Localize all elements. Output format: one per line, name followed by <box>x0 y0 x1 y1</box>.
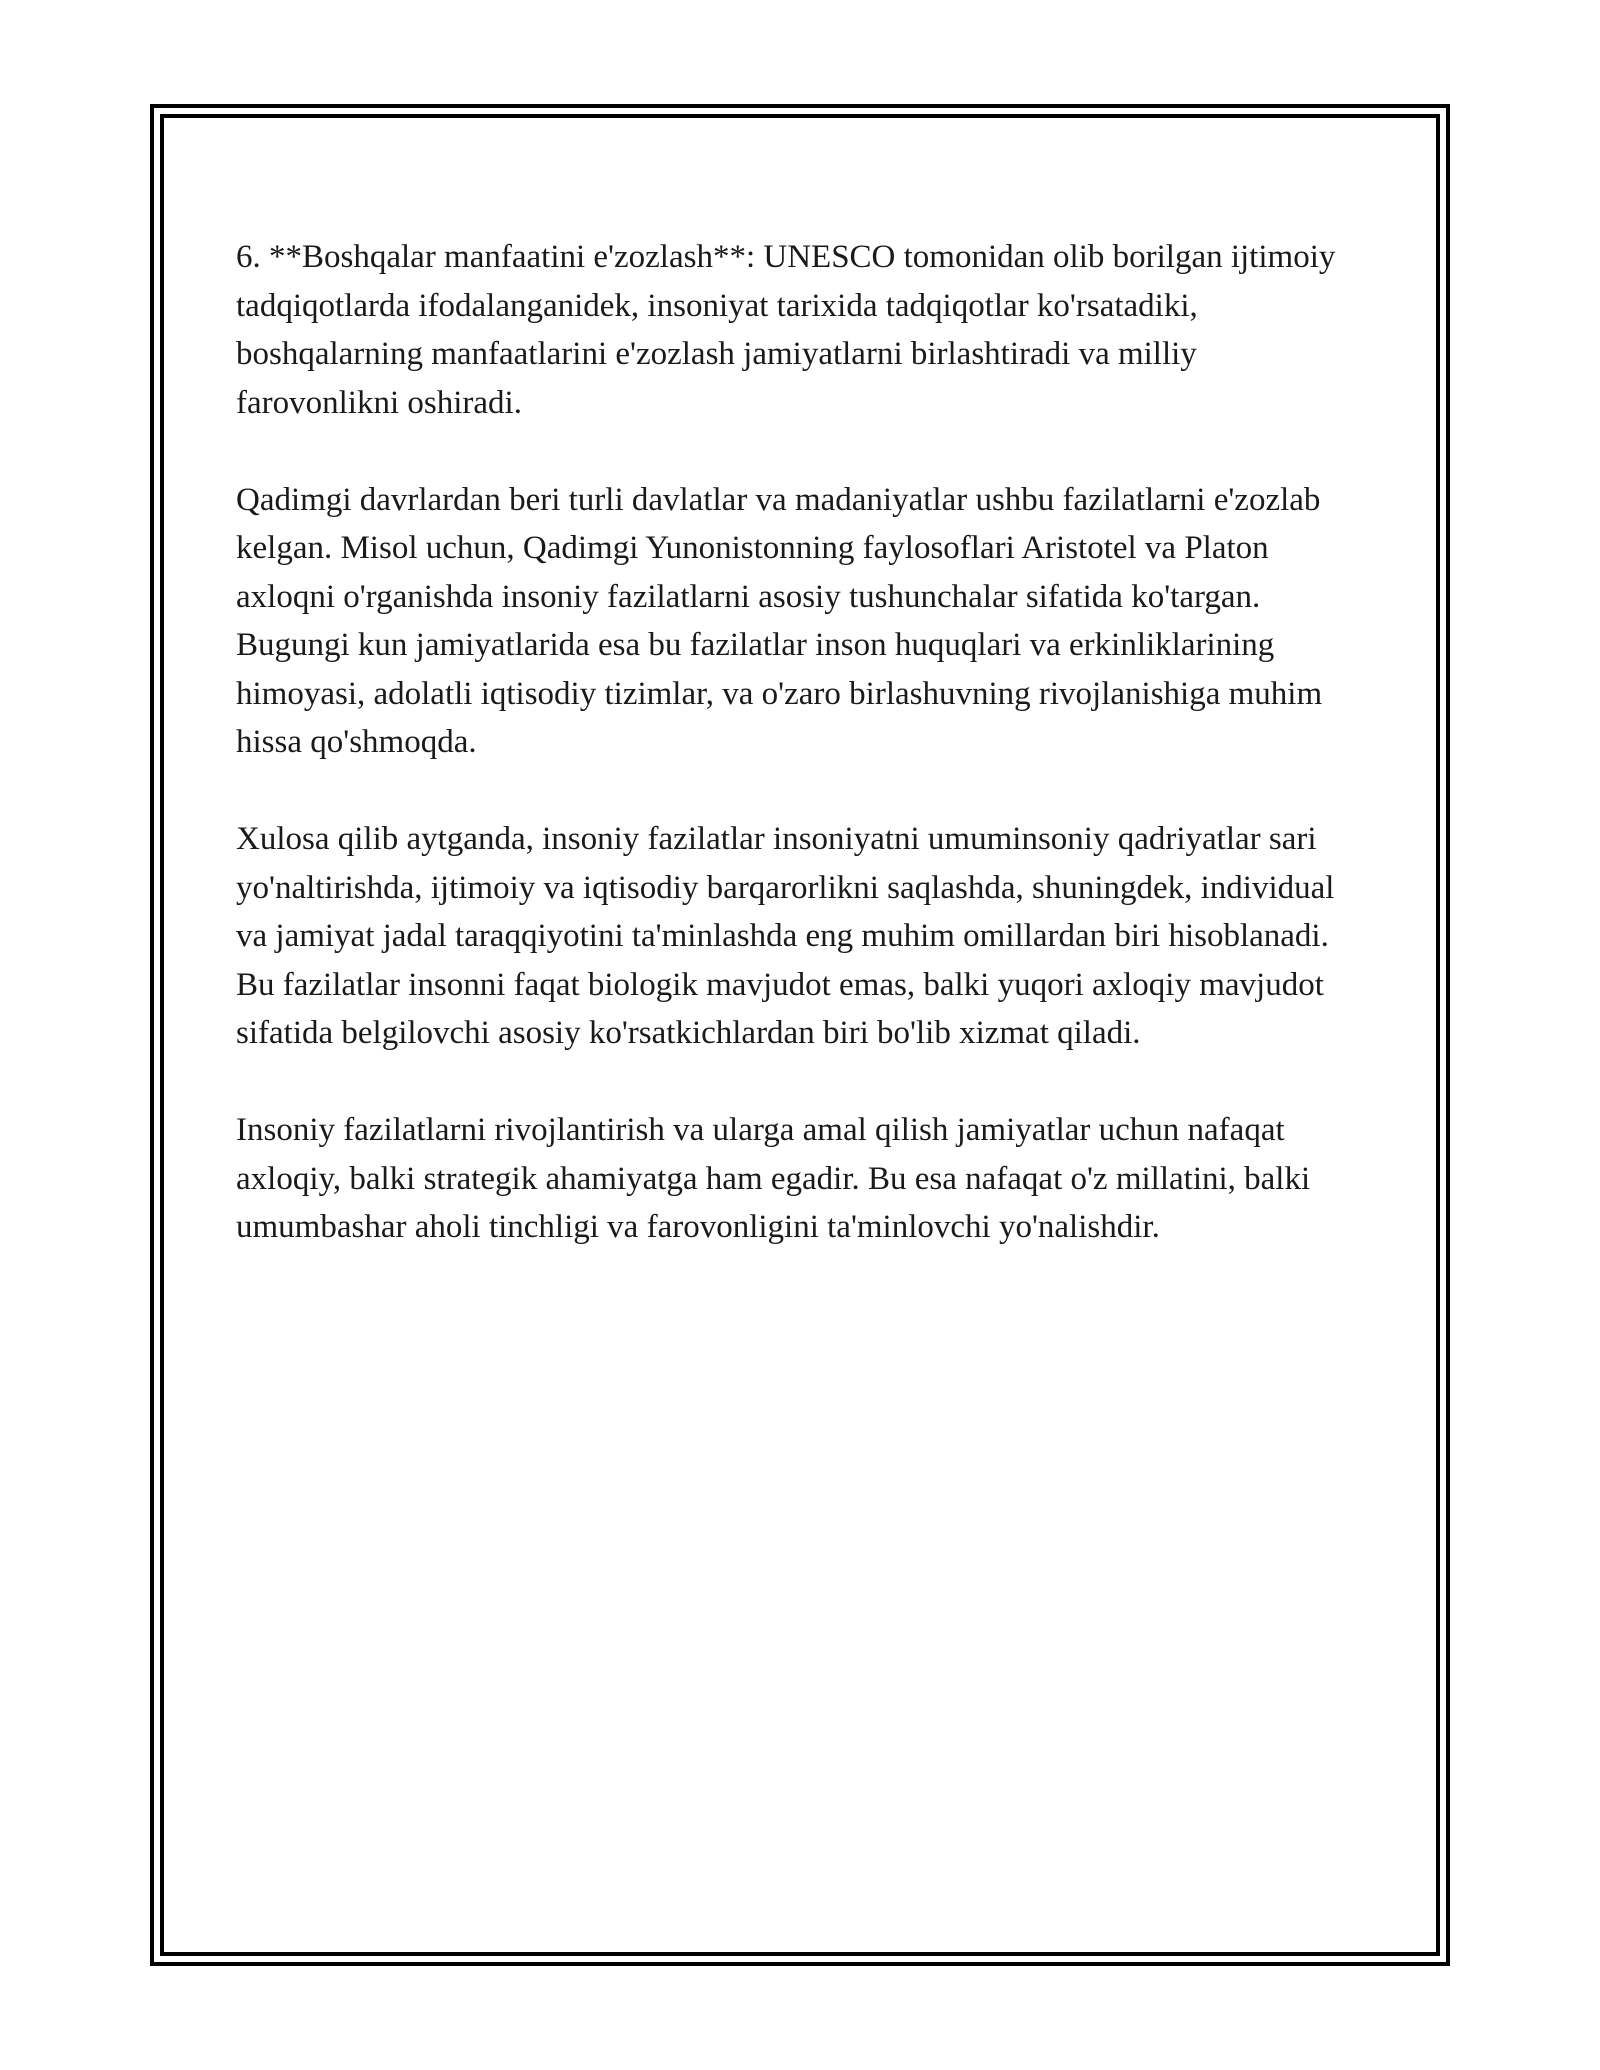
paragraph-conclusion: Xulosa qilib aytganda, insoniy fazilatlar insoniyatni umuminsoniy qadriyatlar sari yo'naltirishda, ijtimoiy va iqtisodiy barqarorlikni saqlashda, shuningdek, individual va jamiyat jadal taraqqiyotini ta'minlashda eng muhim omillardan biri hisoblanadi. Bu fazilatlar insonni faqat biologik mavjudot emas, balki yuqori axloqiy mavjudot sifatida belgilovchi asosiy ko'rsatkichlardan biri bo'lib xizmat qiladi. <box>236 821 1335 1051</box>
paragraph-strategic-importance: Insoniy fazilatlarni rivojlantirish va ularga amal qilish jamiyatlar uchun nafaqat axloqiy, balki strategik ahamiyatga ham egadir. Bu esa nafaqat o'z millatini, balki umumbashar aholi tinchligi va farovonligini ta'minlovchi yo'nalishdir. <box>236 1112 1311 1245</box>
document-body <box>236 233 1361 1300</box>
paragraph-respecting-others: 6. **Boshqalar manfaatini e'zozlash**: UNESCO tomonidan olib borilgan ijtimoiy tadqiqotlarda ifodalanganidek, insoniyat tarixida tadqiqotlar ko'rsatadiki, boshqalarning manfaatlarini e'zozlash jamiyatlarni birlashtiradi va milliy farovonlikni oshiradi. <box>236 239 1336 421</box>
paragraph-ancient-cultures: Qadimgi davrlardan beri turli davlatlar va madaniyatlar ushbu fazilatlarni e'zozlab kelgan. Misol uchun, Qadimgi Yunonistonning faylosoflari Aristotel va Platon axloqni o'rganishda insoniy fazilatlarni asosiy tushunchalar sifatida ko'targan. Bugungi kun jamiyatlarida esa bu fazilatlar inson huquqlari va erkinliklarining himoyasi, adolatli iqtisodiy tizimlar, va o'zaro birlashuvning rivojlanishiga muhim hissa qo'shmoqda. <box>236 481 1323 760</box>
